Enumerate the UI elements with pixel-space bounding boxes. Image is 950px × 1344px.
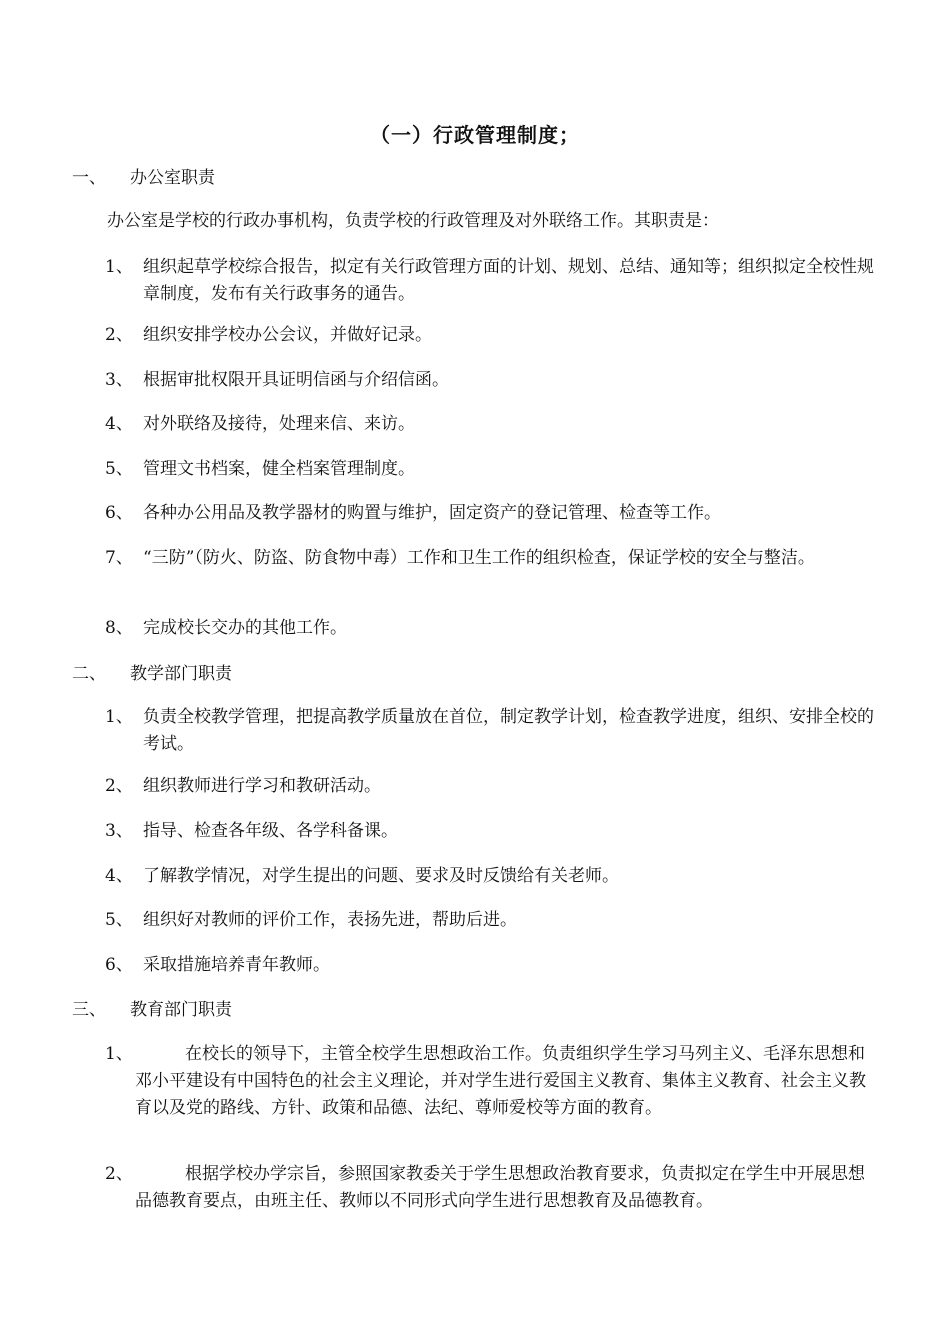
item-number: 6、 — [105, 955, 133, 975]
list-item — [105, 863, 880, 890]
list-item — [105, 818, 880, 845]
section-title: 教学部门职责 — [130, 664, 232, 684]
item-text: 在校长的领导下，主管全校学生思想政治工作。负责组织学生学习马列主义、毛泽东思想和邓小平建设有中国特色的社会主义理论，并对学生进行爱国主义教育、集体主义教育、社会主义教育以及党的路线、方针、政策和品德、法纪、尊师爱校等方面的教育。 — [135, 1044, 866, 1118]
item-text: 指导、检查各年级、各学科备课。 — [143, 821, 398, 841]
list-item — [105, 704, 880, 758]
item-number: 4、 — [105, 866, 133, 886]
section-intro: 办公室是学校的行政办事机构，负责学校的行政管理及对外联络工作。其职责是： — [107, 211, 719, 231]
list-item — [105, 411, 880, 438]
item-number: 7、 — [105, 548, 133, 568]
list-item — [105, 952, 880, 979]
section-number: 三、 — [72, 1000, 106, 1020]
list-item — [105, 254, 880, 308]
item-number: 1、 — [105, 707, 133, 727]
item-number: 6、 — [105, 503, 133, 523]
item-number: 3、 — [105, 821, 133, 841]
item-number: 5、 — [105, 459, 133, 479]
item-number: 3、 — [105, 370, 133, 390]
item-number: 4、 — [105, 414, 133, 434]
list-item — [105, 773, 880, 800]
item-text: 根据学校办学宗旨，参照国家教委关于学生思想政治教育要求，负责拟定在学生中开展思想品德教育要点，由班主任、教师以不同形式向学生进行思想教育及品德教育。 — [135, 1164, 865, 1211]
item-text: 了解教学情况，对学生提出的问题、要求及时反馈给有关老师。 — [143, 866, 619, 886]
list-item — [105, 322, 880, 349]
list-item — [105, 500, 880, 527]
item-number: 2、 — [105, 325, 133, 345]
list-item — [105, 1161, 880, 1215]
section-title: 教育部门职责 — [130, 1000, 232, 1020]
item-number: 1、 — [105, 257, 133, 277]
item-text: 完成校长交办的其他工作。 — [143, 618, 347, 638]
item-text: 组织起草学校综合报告，拟定有关行政管理方面的计划、规划、总结、通知等；组织拟定全校性规章制度，发布有关行政事务的通告。 — [143, 257, 874, 304]
section-title: 办公室职责 — [130, 168, 215, 188]
section-heading-teaching — [72, 662, 232, 686]
list-item — [105, 545, 880, 572]
document-title: （一）行政管理制度； — [370, 123, 580, 147]
item-text: 对外联络及接待，处理来信、来访。 — [143, 414, 415, 434]
item-text: 组织好对教师的评价工作，表扬先进，帮助后进。 — [143, 910, 517, 930]
item-text: 采取措施培养青年教师。 — [143, 955, 330, 975]
item-text: 组织教师进行学习和教研活动。 — [143, 776, 381, 796]
section-heading-office — [72, 166, 215, 190]
item-number: 5、 — [105, 910, 133, 930]
section-number: 二、 — [72, 664, 106, 684]
list-item — [105, 615, 880, 642]
item-text: “三防”（防火、防盗、防食物中毒）工作和卫生工作的组织检查，保证学校的安全与整洁。 — [143, 548, 815, 568]
item-number: 8、 — [105, 618, 133, 638]
item-number: 2、 — [105, 776, 133, 796]
item-text: 根据审批权限开具证明信函与介绍信函。 — [143, 370, 449, 390]
section-heading-education — [72, 998, 232, 1022]
list-item — [105, 456, 880, 483]
item-text: 管理文书档案，健全档案管理制度。 — [143, 459, 415, 479]
item-text: 负责全校教学管理，把提高教学质量放在首位，制定教学计划，检查教学进度，组织、安排全校的考试。 — [143, 707, 874, 754]
list-item — [105, 1041, 880, 1122]
section-number: 一、 — [72, 168, 106, 188]
item-text: 各种办公用品及教学器材的购置与维护，固定资产的登记管理、检查等工作。 — [143, 503, 721, 523]
list-item — [105, 367, 880, 394]
item-text: 组织安排学校办公会议，并做好记录。 — [143, 325, 432, 345]
list-item — [105, 907, 880, 934]
item-number: 1、 — [105, 1044, 133, 1064]
item-number: 2、 — [105, 1164, 133, 1184]
